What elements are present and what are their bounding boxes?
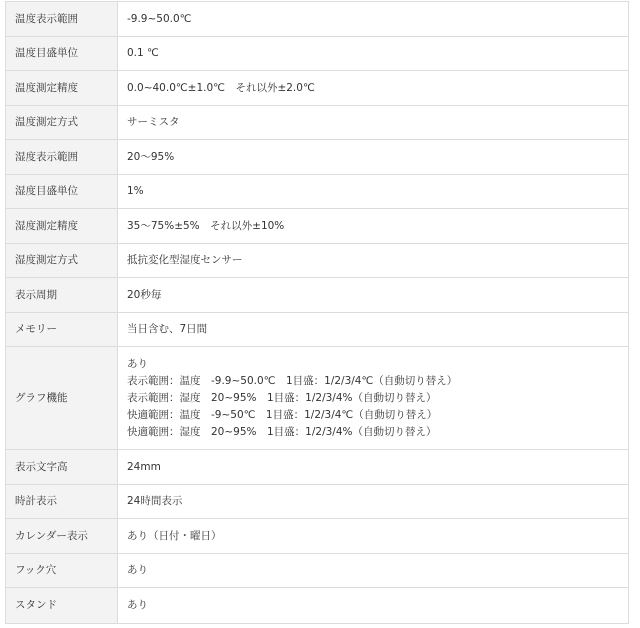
table-row — [6, 313, 629, 347]
row-label: 湿度測定精度 — [6, 209, 118, 244]
row-value: あり — [118, 554, 629, 588]
row-label: カレンダー表示 — [6, 519, 118, 554]
row-value: 20秒毎 — [118, 278, 629, 313]
spec-table — [5, 1, 629, 624]
row-value: あり — [118, 588, 629, 624]
table-row — [6, 347, 629, 450]
row-value: 20～95% — [118, 140, 629, 175]
row-value: 0.1 ℃ — [118, 37, 629, 71]
row-value: サーミスタ — [118, 106, 629, 140]
row-label: 温度表示範囲 — [6, 2, 118, 37]
table-row — [6, 71, 629, 106]
table-row — [6, 278, 629, 313]
graph-line: 表示範囲：湿度 20~95% 1目盛：1/2/3/4%（自動切り替え） — [127, 391, 437, 404]
row-value: 24時間表示 — [118, 485, 629, 519]
graph-function-value — [118, 347, 629, 450]
row-value: 当日含む、7日間 — [118, 313, 629, 347]
graph-line: 快適範囲：温度 -9~50℃ 1目盛：1/2/3/4℃（自動切り替え） — [127, 408, 438, 421]
row-label: 温度目盛単位 — [6, 37, 118, 71]
row-value: 35～75%±5% それ以外±10% — [118, 209, 629, 244]
row-label: 湿度測定方式 — [6, 244, 118, 278]
row-value: 24mm — [118, 450, 629, 485]
table-row — [6, 244, 629, 278]
table-row — [6, 175, 629, 209]
row-label: 表示周期 — [6, 278, 118, 313]
row-label: 湿度表示範囲 — [6, 140, 118, 175]
row-label: 表示文字高 — [6, 450, 118, 485]
table-row — [6, 588, 629, 624]
row-value: あり（日付・曜日） — [118, 519, 629, 554]
row-label: 時計表示 — [6, 485, 118, 519]
row-label: 温度測定方式 — [6, 106, 118, 140]
row-value: 抵抗変化型湿度センサー — [118, 244, 629, 278]
graph-line: 快適範囲：湿度 20~95% 1目盛：1/2/3/4%（自動切り替え） — [127, 425, 437, 438]
table-row — [6, 519, 629, 554]
table-row — [6, 140, 629, 175]
row-value: 0.0~40.0℃±1.0℃ それ以外±2.0℃ — [118, 71, 629, 106]
table-row — [6, 554, 629, 588]
row-label: グラフ機能 — [6, 347, 118, 450]
table-row — [6, 209, 629, 244]
row-label: 湿度目盛単位 — [6, 175, 118, 209]
row-label: 温度測定精度 — [6, 71, 118, 106]
graph-line: あり — [127, 357, 148, 370]
table-row — [6, 37, 629, 71]
row-value: -9.9~50.0℃ — [118, 2, 629, 37]
graph-line: 表示範囲：温度 -9.9~50.0℃ 1目盛：1/2/3/4℃（自動切り替え） — [127, 374, 458, 387]
row-value: 1% — [118, 175, 629, 209]
row-label: フック穴 — [6, 554, 118, 588]
table-row — [6, 2, 629, 37]
table-row — [6, 485, 629, 519]
table-row — [6, 106, 629, 140]
table-row — [6, 450, 629, 485]
row-label: メモリー — [6, 313, 118, 347]
row-label: スタンド — [6, 588, 118, 624]
